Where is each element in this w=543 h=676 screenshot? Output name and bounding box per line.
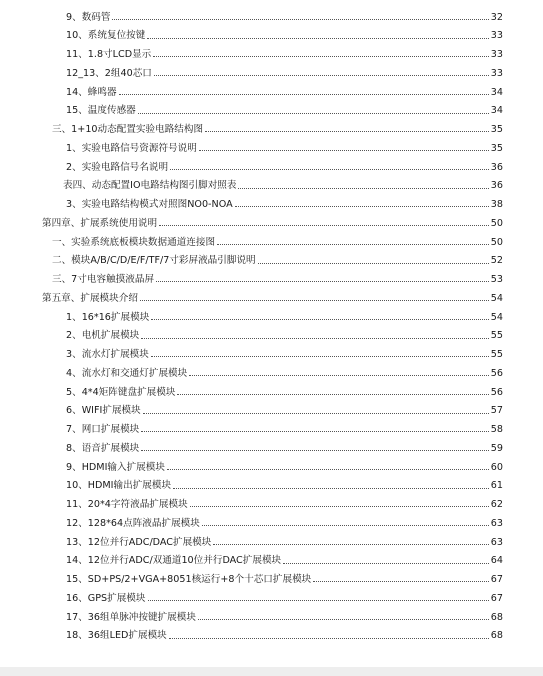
toc-entry-page-number: 34 [490, 105, 503, 117]
toc-entry[interactable] [0, 477, 543, 496]
toc-entry-title: 14、12位并行ADC/双通道10位并行DAC扩展模块 [66, 555, 282, 567]
toc-entry-title: 15、SD+PS/2+VGA+8051核运行+8个十芯口扩展模块 [66, 574, 312, 586]
toc-entry-page-number: 35 [490, 142, 503, 154]
toc-dot-leader [153, 56, 489, 57]
toc-dot-leader [151, 356, 489, 357]
toc-entry-page-number: 38 [490, 199, 503, 211]
toc-entry-title: 14、蜂鸣器 [66, 86, 117, 98]
toc-dot-leader [119, 94, 489, 95]
toc-entry-page-number: 54 [490, 311, 503, 323]
toc-entry-page-number: 50 [490, 217, 503, 229]
toc-entry-page-number: 68 [490, 630, 503, 642]
toc-entry[interactable] [0, 589, 543, 608]
toc-dot-leader [138, 113, 489, 114]
toc-entry-title: 一、实验系统底板模块数据通道连接图 [52, 236, 216, 248]
toc-entry[interactable] [0, 158, 543, 177]
toc-entry[interactable] [0, 121, 543, 140]
toc-entry[interactable] [0, 252, 543, 271]
toc-entry[interactable] [0, 64, 543, 83]
toc-dot-leader [235, 206, 489, 207]
toc-dot-leader [258, 263, 489, 264]
toc-entry-page-number: 56 [490, 367, 503, 379]
toc-entry[interactable] [0, 439, 543, 458]
toc-entry-title: 二、模块A/B/C/D/E/F/TF/7寸彩屏液晶引脚说明 [52, 255, 256, 267]
toc-entry-page-number: 52 [490, 255, 503, 267]
toc-entry[interactable] [0, 383, 543, 402]
toc-entry[interactable] [0, 458, 543, 477]
toc-entry-page-number: 67 [490, 574, 503, 586]
toc-entry-page-number: 34 [490, 86, 503, 98]
toc-dot-leader [173, 488, 489, 489]
toc-entry-title: 3、流水灯扩展模块 [66, 349, 149, 361]
toc-entry-page-number: 55 [490, 330, 503, 342]
toc-entry-page-number: 63 [490, 517, 503, 529]
toc-entry-page-number: 57 [490, 405, 503, 417]
toc-dot-leader [154, 75, 489, 76]
toc-entry-title: 11、20*4字符液晶扩展模块 [66, 499, 188, 511]
toc-dot-leader [283, 563, 489, 564]
toc-dot-leader [217, 244, 489, 245]
toc-dot-leader [190, 506, 489, 507]
toc-dot-leader [151, 319, 488, 320]
toc-entry[interactable] [0, 402, 543, 421]
toc-dot-leader [238, 188, 488, 189]
toc-entry-page-number: 55 [490, 349, 503, 361]
toc-entry-page-number: 56 [490, 386, 503, 398]
toc-entry-title: 表四、动态配置IO电路结构图引脚对照表 [63, 180, 237, 192]
toc-entry-page-number: 60 [490, 461, 503, 473]
page-bottom-edge [0, 667, 543, 676]
toc-entry-title: 1、实验电路信号资源符号说明 [66, 142, 197, 154]
toc-dot-leader [205, 131, 489, 132]
toc-dot-leader [167, 469, 489, 470]
toc-dot-leader [169, 638, 489, 639]
toc-entry-page-number: 63 [490, 536, 503, 548]
toc-entry-title: 第四章、扩展系统使用说明 [42, 217, 158, 229]
toc-entry-title: 三、1+10动态配置实验电路结构图 [52, 124, 204, 136]
toc-entry[interactable] [0, 139, 543, 158]
toc-dot-leader [147, 38, 488, 39]
toc-dot-leader [159, 225, 489, 226]
toc-entry-page-number: 53 [490, 274, 503, 286]
toc-entry-title: 4、流水灯和交通灯扩展模块 [66, 367, 188, 379]
toc-entry[interactable] [0, 552, 543, 571]
toc-entry[interactable] [0, 571, 543, 590]
toc-dot-leader [141, 338, 489, 339]
toc-entry-page-number: 35 [490, 124, 503, 136]
toc-entry[interactable] [0, 308, 543, 327]
toc-dot-leader [170, 169, 489, 170]
toc-entry[interactable] [0, 608, 543, 627]
toc-entry-page-number: 36 [490, 180, 503, 192]
toc-entry[interactable] [0, 83, 543, 102]
toc-entry-title: 8、语音扩展模块 [66, 442, 140, 454]
toc-entry[interactable] [0, 271, 543, 290]
toc-entry[interactable] [0, 627, 543, 646]
toc-entry-title: 7、网口扩展模块 [66, 424, 140, 436]
toc-dot-leader [199, 150, 489, 151]
toc-dot-leader [141, 431, 489, 432]
toc-dot-leader [202, 525, 489, 526]
table-of-contents [0, 8, 543, 646]
toc-entry-title: 11、1.8寸LCD显示 [66, 49, 152, 61]
toc-entry[interactable] [0, 196, 543, 215]
toc-entry[interactable] [0, 46, 543, 65]
toc-dot-leader [198, 619, 489, 620]
toc-entry-title: 9、HDMI输入扩展模块 [66, 461, 165, 473]
toc-dot-leader [112, 19, 488, 20]
toc-entry-page-number: 58 [490, 424, 503, 436]
toc-entry-title: 1、16*16扩展模块 [66, 311, 150, 323]
toc-entry-page-number: 64 [490, 555, 503, 567]
toc-entry-title: 10、HDMI输出扩展模块 [66, 480, 172, 492]
toc-entry[interactable] [0, 346, 543, 365]
toc-entry-page-number: 59 [490, 442, 503, 454]
toc-entry-title: 15、温度传感器 [66, 105, 136, 117]
toc-entry-title: 16、GPS扩展模块 [66, 592, 146, 604]
toc-entry-title: 12_13、2组40芯口 [66, 67, 152, 79]
toc-entry[interactable] [0, 533, 543, 552]
toc-entry-title: 5、4*4矩阵键盘扩展模块 [66, 386, 176, 398]
toc-entry[interactable] [0, 177, 543, 196]
toc-entry[interactable] [0, 8, 543, 27]
toc-dot-leader [141, 450, 489, 451]
toc-dot-leader [148, 600, 489, 601]
toc-entry-title: 12、128*64点阵液晶扩展模块 [66, 517, 200, 529]
toc-dot-leader [156, 281, 489, 282]
toc-dot-leader [213, 544, 488, 545]
toc-entry[interactable] [0, 289, 543, 308]
toc-entry-title: 13、12位并行ADC/DAC扩展模块 [66, 536, 212, 548]
toc-entry-page-number: 36 [490, 161, 503, 173]
toc-entry-title: 2、电机扩展模块 [66, 330, 140, 342]
toc-entry-title: 2、实验电路信号名说明 [66, 161, 169, 173]
toc-entry[interactable] [0, 214, 543, 233]
toc-entry-page-number: 32 [490, 11, 503, 23]
toc-entry[interactable] [0, 421, 543, 440]
toc-entry-title: 18、36组LED扩展模块 [66, 630, 167, 642]
toc-entry-page-number: 68 [490, 611, 503, 623]
toc-entry-title: 三、7寸电容触摸液晶屏 [52, 274, 155, 286]
toc-entry-page-number: 33 [490, 30, 503, 42]
toc-entry-title: 9、数码管 [66, 11, 111, 23]
toc-dot-leader [143, 413, 489, 414]
toc-entry-page-number: 33 [490, 67, 503, 79]
toc-entry[interactable] [0, 496, 543, 515]
toc-entry-page-number: 61 [490, 480, 503, 492]
toc-entry-page-number: 50 [490, 236, 503, 248]
toc-entry-title: 17、36组单脉冲按键扩展模块 [66, 611, 196, 623]
toc-entry[interactable] [0, 102, 543, 121]
toc-entry[interactable] [0, 233, 543, 252]
toc-dot-leader [177, 394, 488, 395]
toc-entry-page-number: 62 [490, 499, 503, 511]
toc-entry-title: 6、WIFI扩展模块 [66, 405, 141, 417]
toc-entry-page-number: 54 [490, 292, 503, 304]
toc-entry-title: 3、实验电路结构模式对照图NO0-NOA [66, 199, 233, 211]
toc-entry-title: 10、系统复位按键 [66, 30, 146, 42]
toc-entry[interactable] [0, 327, 543, 346]
toc-entry[interactable] [0, 27, 543, 46]
toc-entry[interactable] [0, 514, 543, 533]
toc-dot-leader [313, 581, 489, 582]
toc-entry-page-number: 33 [490, 49, 503, 61]
toc-entry[interactable] [0, 364, 543, 383]
toc-entry-title: 第五章、扩展模块介绍 [42, 292, 138, 304]
toc-entry-page-number: 67 [490, 592, 503, 604]
toc-dot-leader [140, 300, 489, 301]
toc-dot-leader [189, 375, 489, 376]
